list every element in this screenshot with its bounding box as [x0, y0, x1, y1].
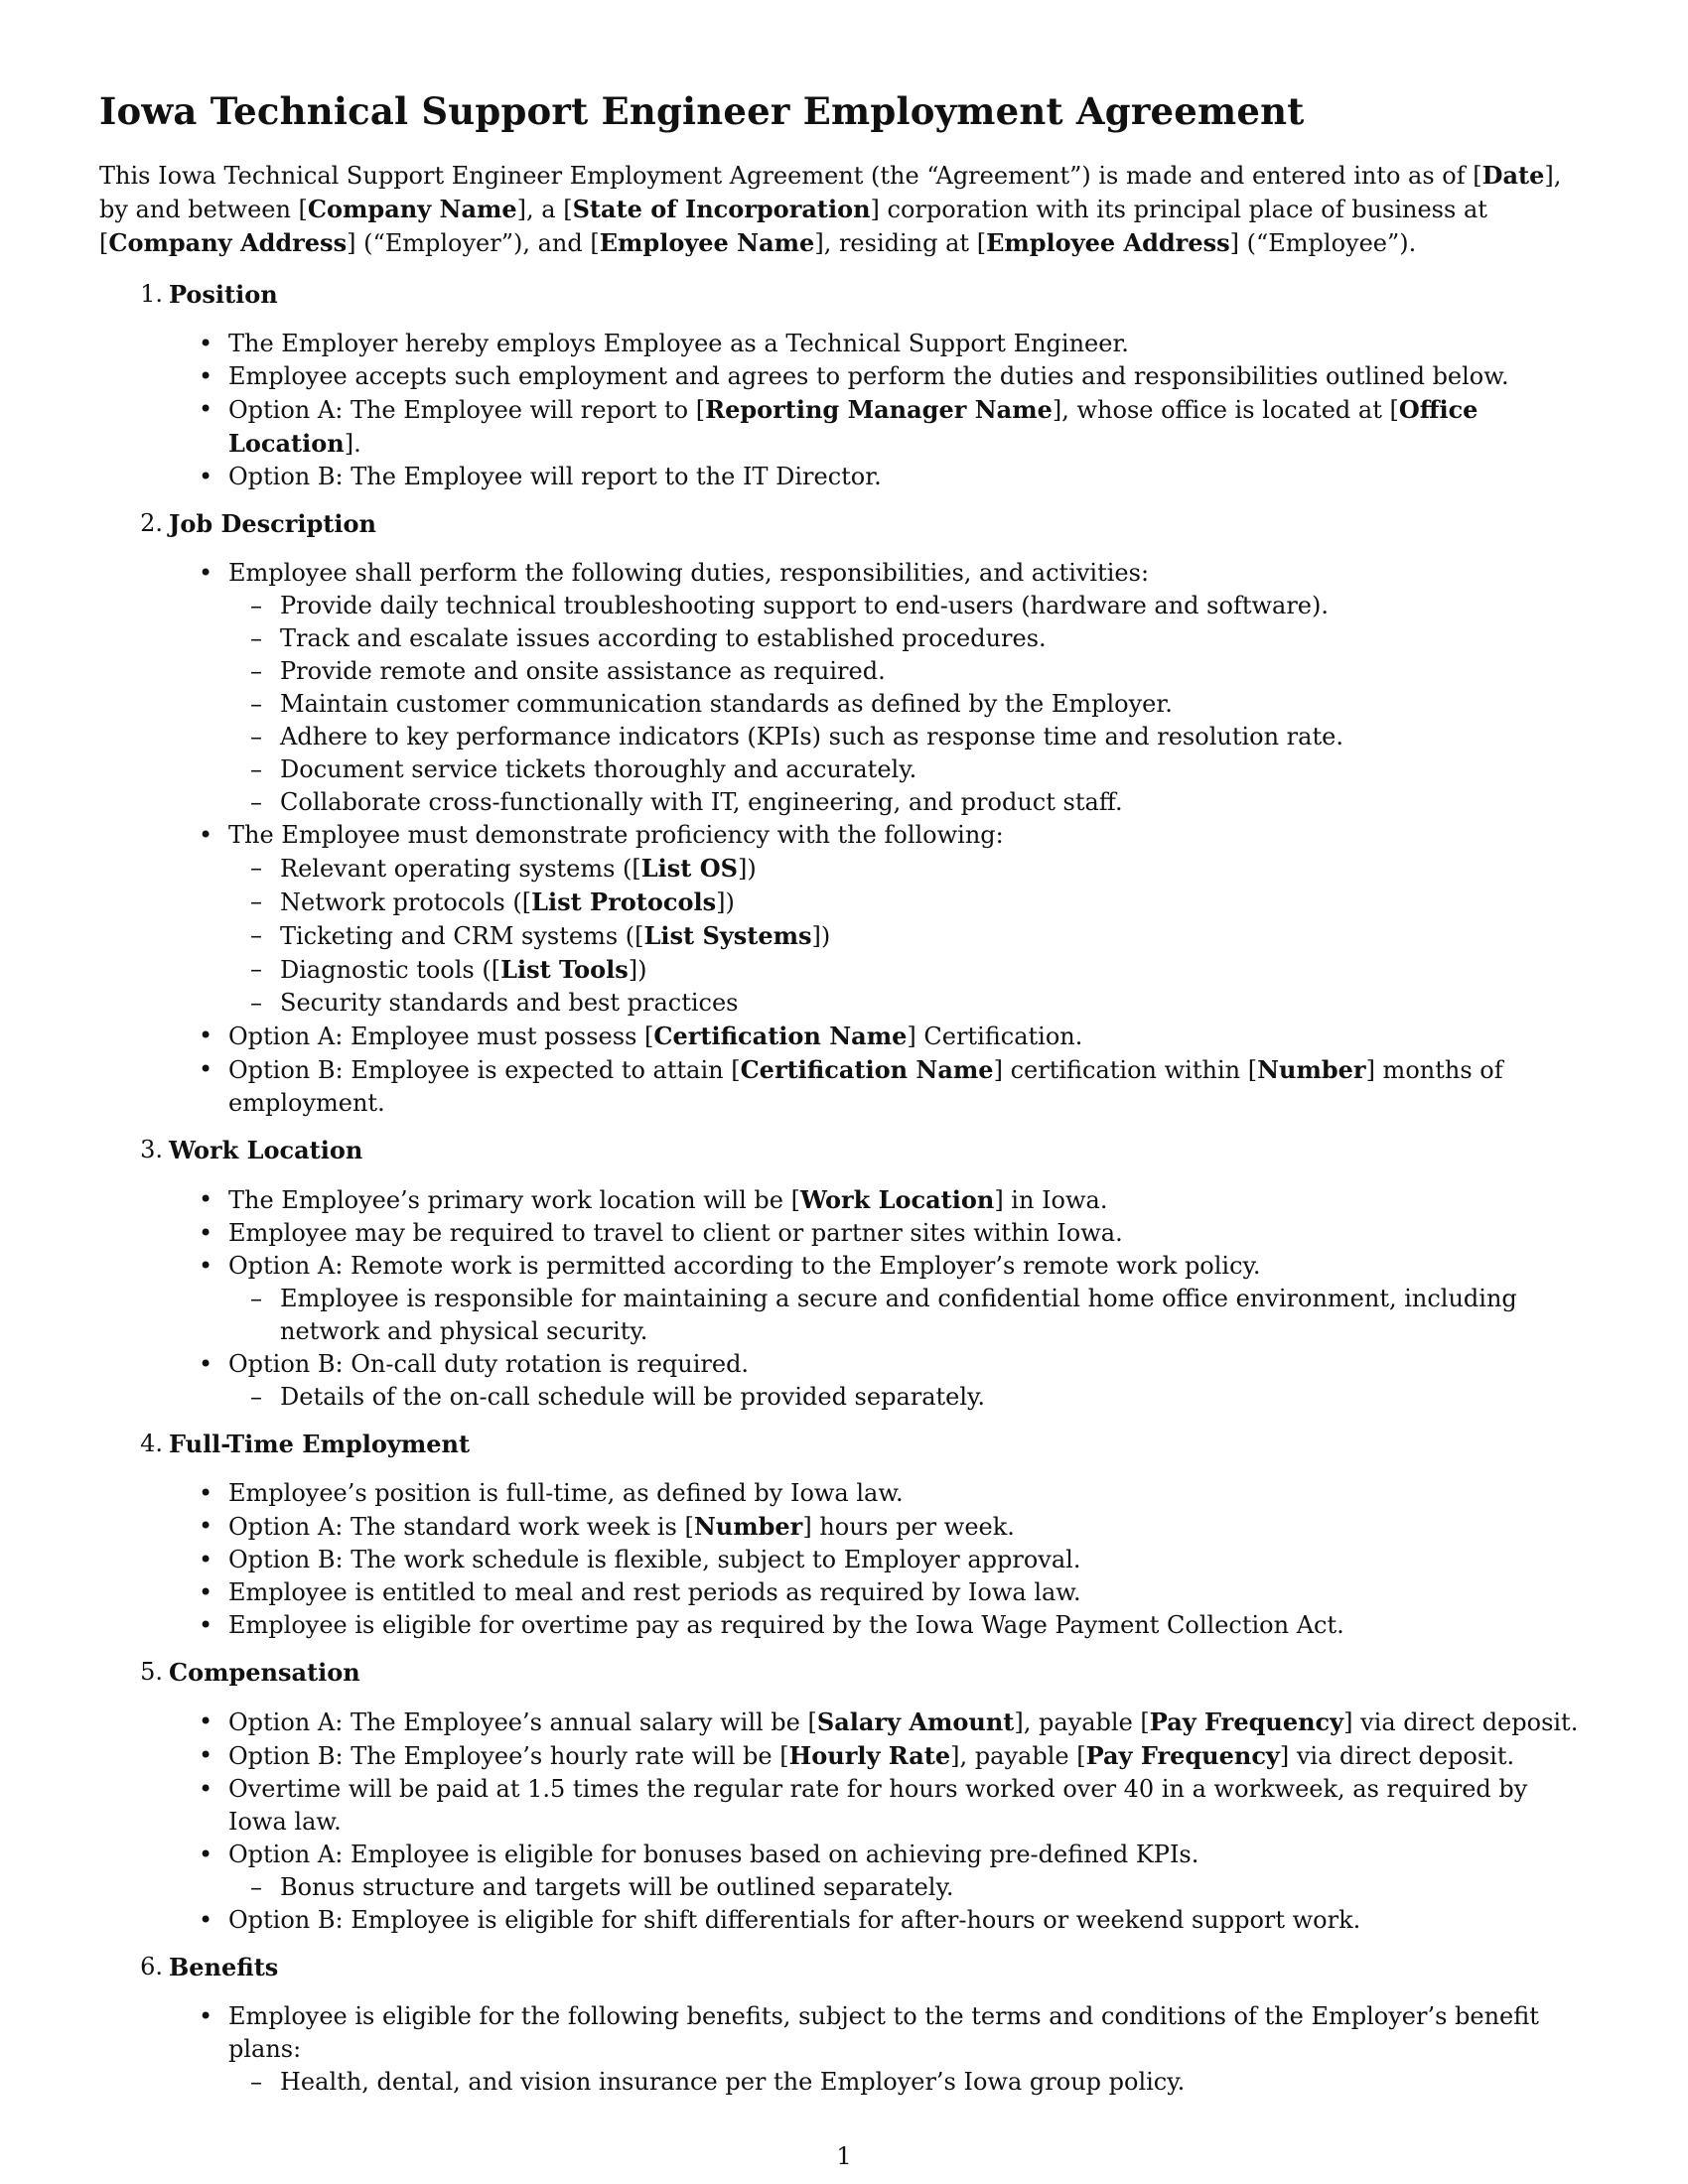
bullet-icon: • [199, 1252, 213, 1280]
bullet-icon: • [199, 1741, 213, 1769]
section-benefits [99, 1951, 1589, 2099]
list-item: • The Employee must demonstrate proficiency with the following: – Relevant operating systems ([List OS]) – Network protocols ([List Protocols]) – Ticketing and CRM systems ([List Systems]) – Diagnostic tools ([List Tools]) – Security standards and best practices [99, 819, 1589, 1020]
dash-icon: – [250, 921, 262, 949]
section-number: 4. [140, 1430, 163, 1457]
document-title: Iowa Technical Support Engineer Employment Agreement [99, 89, 1305, 133]
sub-list-item: – Provide daily technical troubleshooting support to end-users (hardware and software). [228, 590, 1589, 622]
dash-icon: – [250, 755, 262, 783]
bullet-icon: • [199, 2002, 213, 2030]
sub-list-item: – Security standards and best practices [228, 987, 1589, 1020]
dash-icon: – [250, 592, 262, 619]
list-item: • Option A: The Employee’s annual salary will be [Salary Amount], payable [Pay Frequency] via direct deposit. [199, 1707, 1579, 1736]
list-item: • Overtime will be paid at 1.5 times the regular rate for hours worked over 40 in a workweek, as required by Iowa law. [199, 1775, 1528, 1836]
bullet-icon: • [199, 1775, 213, 1803]
field-employee-address: Employee Address [986, 228, 1230, 257]
list-item: • Option A: Employee must possess [Certification Name] Certification. [199, 1022, 1083, 1050]
list-item: • Option A: Remote work is permitted according to the Employer’s remote work policy. – Employee is responsible for maintaining a secure and confidential home office environment, including network and physical security. [99, 1250, 1589, 1348]
bullet-icon: • [199, 559, 213, 587]
bullet-icon: • [199, 362, 213, 390]
sub-list-item: – Document service tickets thoroughly and accurately. [228, 753, 1589, 786]
section-title: Compensation [169, 1658, 360, 1687]
dash-icon: – [250, 624, 262, 652]
bullet-icon: • [199, 1578, 213, 1606]
sub-list-item: – Diagnostic tools ([List Tools]) [250, 955, 647, 984]
sub-list-item: – Network protocols ([List Protocols]) [250, 887, 735, 916]
bullet-icon: • [199, 395, 213, 423]
dash-icon: – [250, 657, 262, 685]
section-job-description [99, 507, 1589, 1120]
bullet-icon: • [199, 1022, 213, 1049]
bullet-icon: • [199, 1479, 213, 1507]
document-page [99, 89, 1589, 2113]
sub-list-item: – Maintain customer communication standards as defined by the Employer. [228, 688, 1589, 721]
section-number: 1. [140, 280, 163, 308]
section-number: 6. [140, 1953, 163, 1980]
section-number: 5. [140, 1658, 163, 1686]
list-item: • Option B: The Employee will report to the IT Director. [99, 461, 1589, 493]
bullet-icon: • [199, 1512, 213, 1540]
list-item: • Employee is entitled to meal and rest periods as required by Iowa law. [99, 1576, 1589, 1609]
bullet-icon: • [199, 1185, 213, 1213]
dash-icon: – [250, 1285, 262, 1312]
field-date: Date [1481, 161, 1545, 190]
sub-list-item: – Track and escalate issues according to established procedures. [228, 622, 1589, 655]
list-item: • The Employee’s primary work location will be [Work Location] in Iowa. [199, 1185, 1108, 1214]
sub-list-item: – Health, dental, and vision insurance per the Employer’s Iowa group policy. [228, 2066, 1589, 2099]
bullet-icon: • [199, 1219, 213, 1247]
section-heading [99, 278, 1589, 312]
sub-list-item: – Ticketing and CRM systems ([List Systems]) [250, 921, 831, 950]
section-heading [99, 1951, 1589, 1984]
list-item: • Option B: Employee is eligible for shift differentials for after-hours or weekend support work. [99, 1904, 1589, 1937]
list-item: • Option B: Employee is expected to attain [Certification Name] certification within [Number] months of employment. [199, 1055, 1503, 1117]
list-item: • Employee is eligible for the following benefits, subject to the terms and conditions of the Employer’s benefit plans: – Health, dental, and vision insurance per the Employer’s Iowa group policy. [99, 2000, 1589, 2099]
dash-icon: – [250, 723, 262, 751]
section-title: Position [169, 280, 278, 309]
field-state: State of Incorporation [572, 195, 871, 223]
bullet-icon: • [199, 1546, 213, 1573]
section-full-time-employment [99, 1428, 1589, 1642]
list-item: • Option B: The Employee’s hourly rate will be [Hourly Rate], payable [Pay Frequency] via direct deposit. [199, 1741, 1515, 1770]
list-item: • Option B: On-call duty rotation is required. – Details of the on-call schedule will be provided separately. [99, 1348, 1589, 1414]
section-heading [99, 507, 1589, 541]
section-work-location [99, 1134, 1589, 1414]
field-employee-name: Employee Name [599, 228, 815, 257]
field-company-name: Company Name [307, 195, 517, 223]
list-item: • Employee is eligible for overtime pay as required by the Iowa Wage Payment Collection Act. [99, 1609, 1589, 1642]
list-item: • Employee accepts such employment and agrees to perform the duties and responsibilities outlined below. [99, 360, 1589, 393]
intro-paragraph: This Iowa Technical Support Engineer Employment Agreement (the “Agreement”) is made and entered into as of [Date], by and between [Company Name], a [State of Incorporation] corporation with its principal place of business at [Company Address] (“Employer”), and [Employee Name], residing at [Employee Address] (“Employee”). [99, 161, 1562, 257]
dash-icon: – [250, 887, 262, 915]
section-compensation [99, 1656, 1589, 1937]
section-heading [99, 1428, 1589, 1461]
bullet-icon: • [199, 1906, 213, 1934]
section-number: 3. [140, 1136, 163, 1163]
list-item: • Employee may be required to travel to client or partner sites within Iowa. [99, 1217, 1589, 1250]
sub-list-item: – Collaborate cross-functionally with IT, engineering, and product staff. [228, 786, 1589, 819]
list-item: • Option A: The Employee will report to [Reporting Manager Name], whose office is located at [Office Location]. [199, 395, 1478, 458]
dash-icon: – [250, 1873, 262, 1901]
sub-list-item: – Relevant operating systems ([List OS]) [250, 854, 757, 883]
bullet-icon: • [199, 1841, 213, 1868]
section-heading [99, 1656, 1589, 1690]
section-title: Full-Time Employment [169, 1430, 471, 1458]
page-number: 1 [836, 2142, 852, 2170]
sub-list-item: – Bonus structure and targets will be outlined separately. [228, 1871, 1589, 1904]
dash-icon: – [250, 788, 262, 816]
bullet-icon: • [199, 330, 213, 357]
list-item: • Employee shall perform the following duties, responsibilities, and activities: – Provide daily technical troubleshooting support to end-users (hardware and software). – Track and escalate issues according to established procedures. – Provide remote and onsite assistance as required. – Maintain customer communication standards as defined by the Employer. – Adhere to key performance indicators (KPIs) such as response time and resolution rate. – Document service tickets thoroughly and accurately. – Collaborate cross-functionally with IT, engineering, and product staff. [99, 557, 1589, 819]
dash-icon: – [250, 1383, 262, 1411]
dash-icon: – [250, 955, 262, 983]
list-item: • Option A: The standard work week is [Number] hours per week. [199, 1512, 1015, 1541]
sections-list [99, 278, 1589, 2099]
dash-icon: – [250, 690, 262, 718]
list-item: • The Employer hereby employs Employee as a Technical Support Engineer. [99, 328, 1589, 360]
list-item: • Option A: Employee is eligible for bonuses based on achieving pre-defined KPIs. – Bonus structure and targets will be outlined separately. [99, 1839, 1589, 1904]
sub-list-item: – Employee is responsible for maintaining a secure and confidential home office environment, including network and physical security. [250, 1285, 1517, 1345]
bullet-icon: • [199, 1350, 213, 1378]
dash-icon: – [250, 2068, 262, 2096]
bullet-icon: • [199, 1707, 213, 1735]
bullet-icon: • [199, 1611, 213, 1639]
bullet-icon: • [199, 463, 213, 490]
bullet-icon: • [199, 1055, 213, 1083]
sub-list-item: – Provide remote and onsite assistance as required. [228, 655, 1589, 688]
section-title: Job Description [169, 509, 376, 538]
section-heading [99, 1134, 1589, 1167]
dash-icon: – [250, 989, 262, 1017]
section-title: Work Location [169, 1136, 363, 1164]
field-company-address: Company Address [108, 228, 348, 257]
section-number: 2. [140, 509, 163, 537]
sub-list-item: – Adhere to key performance indicators (KPIs) such as response time and resolution rate. [228, 721, 1589, 753]
list-item: • Employee’s position is full-time, as defined by Iowa law. [99, 1477, 1589, 1510]
section-title: Benefits [169, 1953, 279, 1981]
list-item: • Option B: The work schedule is flexible, subject to Employer approval. [99, 1544, 1589, 1576]
bullet-icon: • [199, 821, 213, 849]
section-position [99, 278, 1589, 493]
sub-list-item: – Details of the on-call schedule will be provided separately. [228, 1381, 1589, 1414]
dash-icon: – [250, 854, 262, 882]
